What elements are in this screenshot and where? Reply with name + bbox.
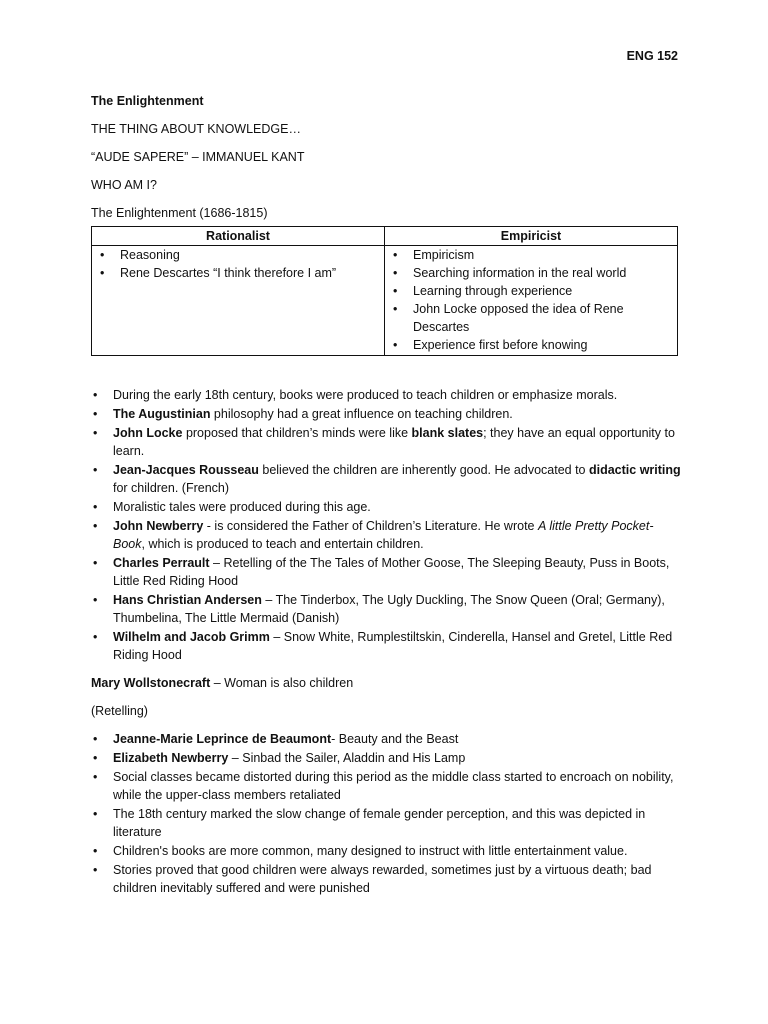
item-text: ; they have an equal opportunity to learn. (113, 426, 675, 458)
wollstonecraft-line (91, 674, 681, 692)
item-text: – The Tinderbox, The Ugly Duckling, The Snow Queen (Oral; Germany), Thumbelina, The Little Mermaid (Danish) (113, 593, 665, 625)
line-who-am-i: WHO AM I? (91, 178, 157, 192)
item-text: proposed that children’s minds were like (182, 426, 412, 440)
empiricist-item: • Searching information in the real world (391, 264, 671, 282)
header-rationalist: Rationalist (92, 227, 385, 246)
item-text: , which is produced to teach and entertain children. (141, 537, 424, 551)
bullet-list-authors (91, 386, 681, 664)
header-empiricist: Empiricist (385, 227, 678, 246)
rationalist-cell (92, 246, 385, 356)
wollstonecraft-text: – Woman is also children (210, 676, 354, 690)
bullet-list-retelling (91, 730, 681, 897)
list-item (91, 842, 681, 860)
item-text: believed the children are inherently good. He advocated to (258, 463, 589, 477)
item-bold-text: The Augustinian (113, 407, 211, 421)
rationalist-item: • Reasoning (98, 246, 378, 264)
list-item (91, 628, 681, 664)
empiricist-cell (385, 246, 678, 356)
item-bold-text: John Locke (113, 426, 183, 440)
item-bold-text: blank slates (411, 426, 484, 440)
retelling-line: (Retelling) (91, 704, 148, 718)
item-text: - is considered the Father of Children’s Literature. He wrote (203, 519, 538, 533)
list-item (91, 424, 681, 460)
item-text: Children's books are more common, many designed to instruct with little entertainment value. (113, 844, 628, 858)
item-text: for children. (French) (113, 481, 230, 495)
item-text: Moralistic tales were produced during this age. (113, 500, 371, 514)
item-text: - Beauty and the Beast (331, 732, 459, 746)
item-bold-text: Charles Perrault (113, 556, 210, 570)
item-bold-text: Wilhelm and Jacob Grimm (113, 630, 270, 644)
item-text: – Sinbad the Sailer, Aladdin and His Lamp (228, 751, 466, 765)
list-item (91, 386, 681, 404)
empiricist-item: • Experience first before knowing (391, 336, 671, 354)
rationalist-item: • Rene Descartes “I think therefore I am” (98, 264, 378, 282)
item-text: Social classes became distorted during this period as the middle class started to encroach on nobility, while the upper-class members retaliated (113, 770, 674, 802)
document-title: The Enlightenment (91, 94, 204, 108)
line-kant-quote: “AUDE SAPERE” – IMMANUEL KANT (91, 150, 305, 164)
line-knowledge: THE THING ABOUT KNOWLEDGE… (91, 122, 301, 136)
empiricist-item: • Learning through experience (391, 282, 671, 300)
empiricist-item: • John Locke opposed the idea of Rene Descartes (391, 300, 671, 336)
document-body (91, 92, 681, 907)
list-item (91, 861, 681, 897)
list-item (91, 498, 681, 516)
item-text: philosophy had a great influence on teaching children. (210, 407, 513, 421)
list-item (91, 517, 681, 553)
course-code: ENG 152 (626, 49, 678, 63)
empiricist-list (391, 246, 671, 354)
list-item (91, 730, 681, 748)
item-bold-text: John Newberry (113, 519, 204, 533)
wollstonecraft-name: Mary Wollstonecraft (91, 676, 211, 690)
rationalist-list (98, 246, 378, 282)
list-item (91, 591, 681, 627)
list-item (91, 768, 681, 804)
list-item (91, 461, 681, 497)
item-bold-text: didactic writing (588, 463, 681, 477)
item-italic-text: A little Pretty Pocket-Book (113, 519, 654, 551)
item-text: – Snow White, Rumplestiltskin, Cinderella, Hansel and Gretel, Little Red Riding Hood (113, 630, 673, 662)
item-bold-text: Hans Christian Andersen (113, 593, 262, 607)
item-text: The 18th century marked the slow change of female gender perception, and this was depicted in literature (113, 807, 646, 839)
list-item (91, 805, 681, 841)
list-item (91, 554, 681, 590)
empiricist-item: • Empiricism (391, 246, 671, 264)
comparison-table (91, 226, 678, 356)
item-text: During the early 18th century, books were produced to teach children or emphasize morals. (113, 388, 618, 402)
item-text: – Retelling of the The Tales of Mother Goose, The Sleeping Beauty, Puss in Boots, Little Red Riding Hood (113, 556, 670, 588)
item-bold-text: Elizabeth Newberry (113, 751, 229, 765)
list-item (91, 405, 681, 423)
line-enlightenment-dates: The Enlightenment (1686-1815) (91, 206, 268, 220)
item-bold-text: Jean-Jacques Rousseau (113, 463, 259, 477)
list-item (91, 749, 681, 767)
item-bold-text: Jeanne-Marie Leprince de Beaumont (113, 732, 332, 746)
item-text: Stories proved that good children were always rewarded, sometimes just by a virtuous death; bad children inevitably suffered and were punished (113, 863, 652, 895)
